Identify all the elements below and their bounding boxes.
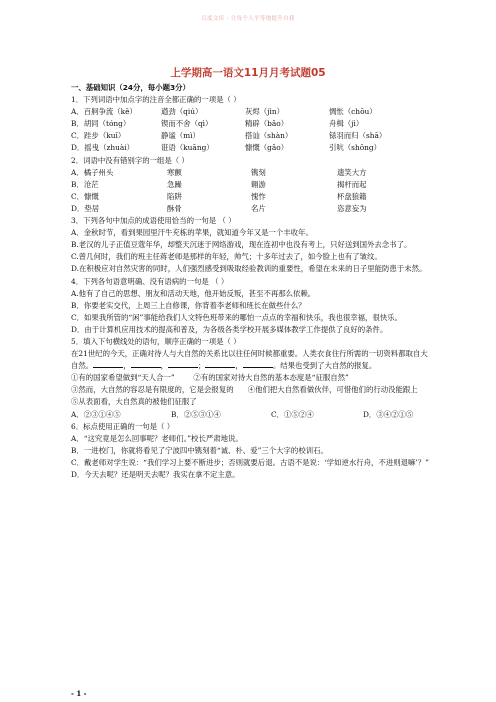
option-text: C．慷慨: [71, 191, 99, 201]
option-text: 酥骨: [167, 203, 182, 213]
option-text: 愧怍: [251, 191, 266, 201]
question-5-options: [71, 409, 435, 421]
option-text: 锲而不舍（qì）: [161, 119, 213, 129]
option-text: B．沧茫: [71, 179, 99, 189]
question-2-row-b: [71, 179, 435, 191]
option-text: D．垫居: [71, 203, 100, 213]
option-text: 陷阱: [167, 191, 182, 201]
question-4-option-d: D．由于计算机应用技术的提高和普及，为各级各类学校开展多媒体教学工作提供了良好的条件。: [71, 324, 388, 334]
option-text: 灰烬（jìn）: [245, 107, 284, 117]
question-6-stem: 6．标点使用正确的一句是（ ）: [71, 421, 175, 431]
option-text: 揭杆而起: [337, 179, 367, 189]
option-text: 引吭（shōng）: [329, 143, 382, 153]
option-text: D．③④②①⑤: [363, 409, 414, 419]
passage-punct: ；: [198, 361, 206, 371]
option-text: B．胡同（tóng）: [71, 119, 131, 129]
option-text: A．百舸争流（kě）: [71, 107, 137, 117]
question-4-option-b: B．你要老实交代，上周三上自修课，你背着李老师和班长在做些什么？: [71, 300, 306, 310]
option-text: 静谧（mì）: [161, 131, 200, 141]
option-text: 急躁: [167, 179, 182, 189]
option-text: 搭讪（shàn）: [245, 131, 293, 141]
option-text: D．摇曳（zhuài）: [71, 143, 135, 153]
fill-blank: [93, 360, 123, 368]
option-text: 遒劲（qiú）: [161, 107, 203, 117]
option-text: 翱游: [251, 179, 266, 189]
option-text: C．跬步（kuǐ）: [71, 131, 126, 141]
option-text: 铩羽而归（shā）: [329, 131, 387, 141]
fill-blank: [168, 360, 198, 368]
document-title: 上学期高一语文11月月考试题05: [170, 67, 326, 79]
fill-blank: [205, 360, 235, 368]
page-number: - 1 -: [71, 689, 87, 698]
option-text: 杯盘狼籍: [337, 191, 367, 201]
question-6-option-a: A．“这究竟是怎么回事呢？老师们。”校长严肃地说。: [71, 433, 243, 443]
question-5-items-1: ①有的国家希望做到“天人合一” ②有的国家对待大自然的基本态度是“征服自然”: [71, 373, 349, 383]
fill-blank: [131, 360, 161, 368]
question-5-passage: [71, 348, 435, 372]
question-5-items-2: ③然而，大自然的容忍是有限度的，它是会报复的 ④他们把大自然看做伙伴，可惜他们的行动没能跟上 ⑤从表面看，大自然真的被他们征服了: [71, 385, 435, 407]
option-text: 舟楫（jì）: [329, 119, 364, 129]
question-5-stem: 5．填入下句横线处的语句，顺序正确的一项是（ ）: [71, 336, 241, 346]
question-3-option-d: D.在积极应对自然灾害的同时，人们强烈感受到吸取经验教训的重要性，希望在未来的日子里能防患于未然。: [71, 264, 427, 274]
question-6-option-b: B．一进校门，你就将看见了宁波四中镌刻着“诚、朴、爱”三个大字的校训石。: [71, 445, 328, 455]
question-1-row-a: [71, 106, 435, 118]
option-text: 诳语（kuāng）: [161, 143, 214, 153]
question-3-option-a: A．金秋时节，看到果园里汗牛充栋的苹果，就知道今年又是一个丰收年。: [71, 228, 313, 238]
question-1-row-d: [71, 142, 435, 154]
option-text: C．①⑤②④: [271, 409, 314, 419]
question-4-option-a: A.他有了自己的思想、朋友和活动天地，他开始反叛，甚至不再那么依赖。: [71, 288, 316, 298]
option-text: 镌刻: [251, 167, 266, 177]
question-3-option-b: B.老汉的儿子正值豆蔻年华，却整天沉迷于网络游戏，现在连初中也没有考上，只好送到国外去念书了。: [71, 240, 412, 250]
passage-text: 。结果也受到了大自然的报复。: [272, 361, 377, 371]
question-3-stem: 3．下列各句中加点的成语使用恰当的一句是 （ ）: [71, 216, 236, 226]
question-4-stem: 4．下列各句语意明确、没有语病的一句是 （ ）: [71, 276, 229, 286]
question-6-option-d: D．今天去呢？还是明天去呢？我实在拿不定主意。: [71, 470, 240, 479]
question-1-row-c: [71, 130, 435, 142]
option-text: 遗笑大方: [337, 167, 367, 177]
question-6-option-c: C．戴老师对学生说：“我们学习上要不断进步；否则就要后退。古语不是说：‘学如逆水行舟，不进则退嘛’？”: [71, 457, 429, 467]
option-text: B．②⑤③①④: [171, 409, 221, 419]
question-1-row-b: [71, 118, 435, 130]
fill-blank: [243, 360, 273, 368]
option-text: 慷慨（gǎo）: [245, 143, 289, 153]
question-2-row-a: [71, 167, 435, 179]
passage-punct: ，: [160, 361, 168, 371]
page-header: 百度文库 - 让每个人平等地提升自我: [201, 16, 295, 22]
question-4-option-c: C．如果我所管的“闲”事能给我们人文特色班带来的哪怕一点点的幸福和快乐，我也很幸福，很快乐。: [71, 312, 403, 322]
section-heading: 一、基础知识（24分，每小题3分）: [71, 83, 190, 92]
option-text: 惆怅（chōu）: [329, 107, 377, 117]
option-text: 精辟（bǎo）: [245, 119, 289, 129]
question-2-row-c: [71, 191, 435, 203]
option-text: 恣意妄为: [337, 203, 367, 213]
option-text: A．橘子州头: [71, 167, 114, 177]
option-text: A．②③①④⑤: [71, 409, 121, 419]
document-body: [71, 82, 435, 481]
question-3-option-c: C.曾几何时，我们的班主任蒋老师是那样的年轻，帅气；十多年过去了，如今脸上也有了皱纹。: [71, 252, 382, 262]
question-2-stem: 2．词语中没有错别字的一组是（ ）: [71, 155, 189, 165]
option-text: 名片: [251, 203, 266, 213]
passage-punct: ，: [123, 361, 131, 371]
question-1-stem: 1．下列词语中加点字的注音全都正确的一项是（ ）: [71, 95, 241, 105]
option-text: 寒颤: [167, 167, 182, 177]
passage-text: 在21世纪的今天，正确对待人与大自然的关系比以往任何时候都重要。人类衣食住行所需的一切资料都取自大自然。: [71, 349, 428, 371]
passage-punct: ，: [235, 361, 243, 371]
question-2-row-d: [71, 203, 435, 215]
